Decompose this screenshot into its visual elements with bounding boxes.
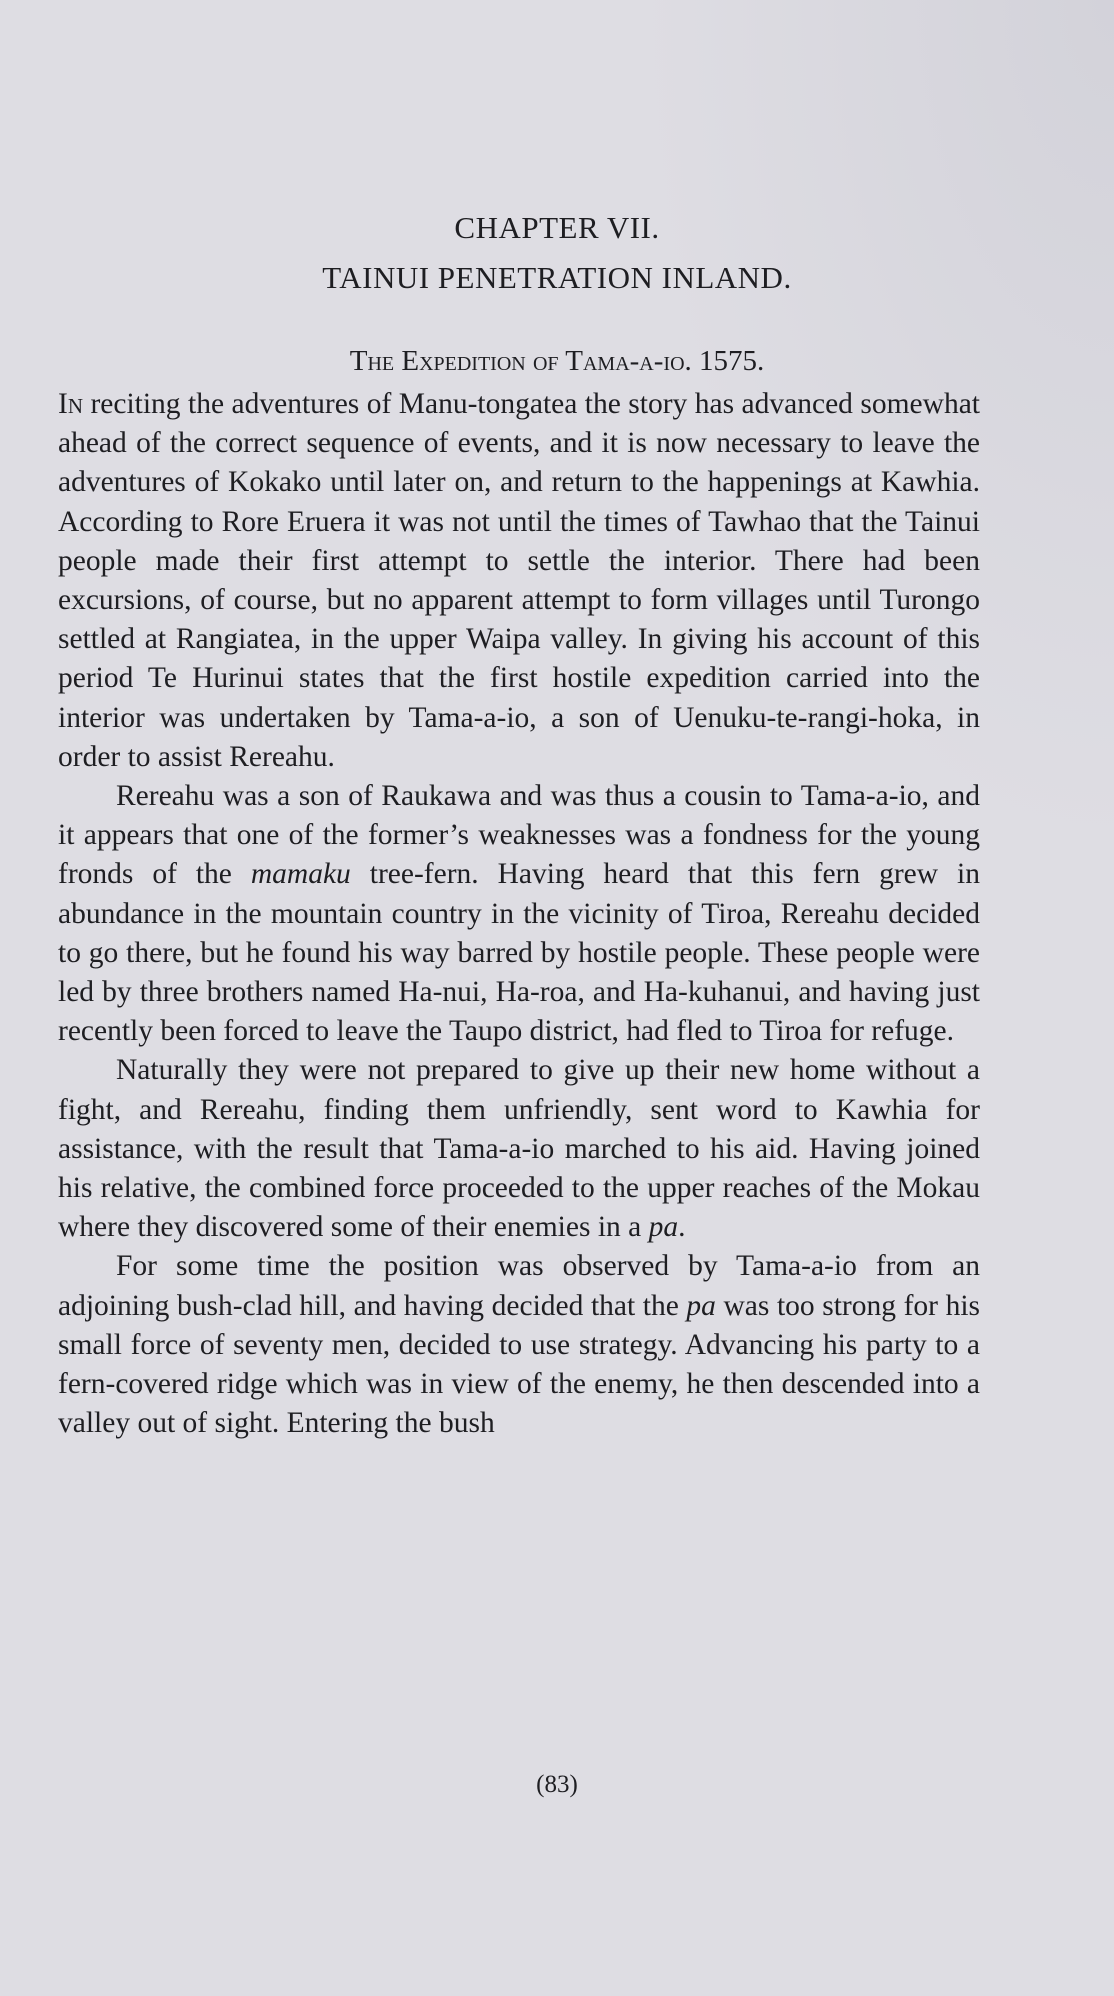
paragraph-4 [58,1247,980,1443]
section-year: 1575. [699,345,765,377]
paragraph-4-text-after: was too strong for his small force of seventy men, decided to use strategy. Advancing his party to a fern-covered ridge which was in view of the enemy, he then descended into a valley out of sight. Entering the bush [58,1289,981,1440]
paragraph-1-text: reciting the adventures of Manu-tongatea the story has advanced somewhat ahead of the correct sequence of events, and it is now necessary to leave the adventures of Kokako until later on, and return to the happenings at Kawhia. According to Rore Eruera it was not until the times of Tawhao that the Tainui people made their first attempt to settle the interior. There had been excursions, of course, but no apparent attempt to form villages until Turongo settled at Rangiatea, in the upper Waipa valley. In giving his account of this period Te Hurinui states that the first hostile expedition carried into the interior was undertaken by Tama-a-io, a son of Uenuku-te-rangi-hoka, in order to assist Rereahu. [58,388,980,773]
paragraph-3-italic-term: pa [648,1211,679,1244]
page-number: (83) [536,1771,578,1798]
paragraph-2-text-after: tree-fern. Having heard that this fern grew in abundance in the mountain country in the vicinity of Tiroa, Rereahu decided to go there, but he found his way barred by hostile people. These people were led by three brothers named Ha-nui, Ha-roa, and Ha-kuhanui, and having just recently been forced to leave the Taupo district, had fled to Tiroa for refuge. [58,858,980,1048]
paragraph-3-text-after: . [678,1211,686,1244]
paragraph-2-italic-term: mamaku [250,858,351,891]
paragraph-2-text-before: Rereahu was a son of Raukawa and was thus a cousin to Tama-a-io, and it appears that one of the former’s weaknesses was a fondness for the young fronds of the [58,780,980,891]
paragraph-1 [58,385,980,777]
chapter-number: CHAPTER VII. [454,210,660,245]
section-heading [0,347,1114,376]
paragraph-4-italic-term: pa [686,1289,716,1322]
chapter-title: TAINUI PENETRATION INLAND. [322,260,792,295]
paragraph-3-text-before: Naturally they were not prepared to give up their new home without a fight, and Rereahu, finding them unfriendly, sent word to Kawhia for assistance, with the result that Tama-a-io marched to his aid. Having joined his relative, the combined force proceeded to the upper reaches of the Mokau where they discovered some of their enemies in a [58,1054,980,1244]
section-title: The Expedition of Tama-a-io. [349,345,692,377]
paragraph-4-text-before: For some time the position was observed by Tama-a-io from an adjoining bush-clad hill, and having decided that the [58,1250,980,1322]
body-text [58,385,980,1443]
paragraph-3 [58,1051,980,1247]
paragraph-1-first-word: In [58,388,83,420]
paragraph-2 [58,777,980,1051]
